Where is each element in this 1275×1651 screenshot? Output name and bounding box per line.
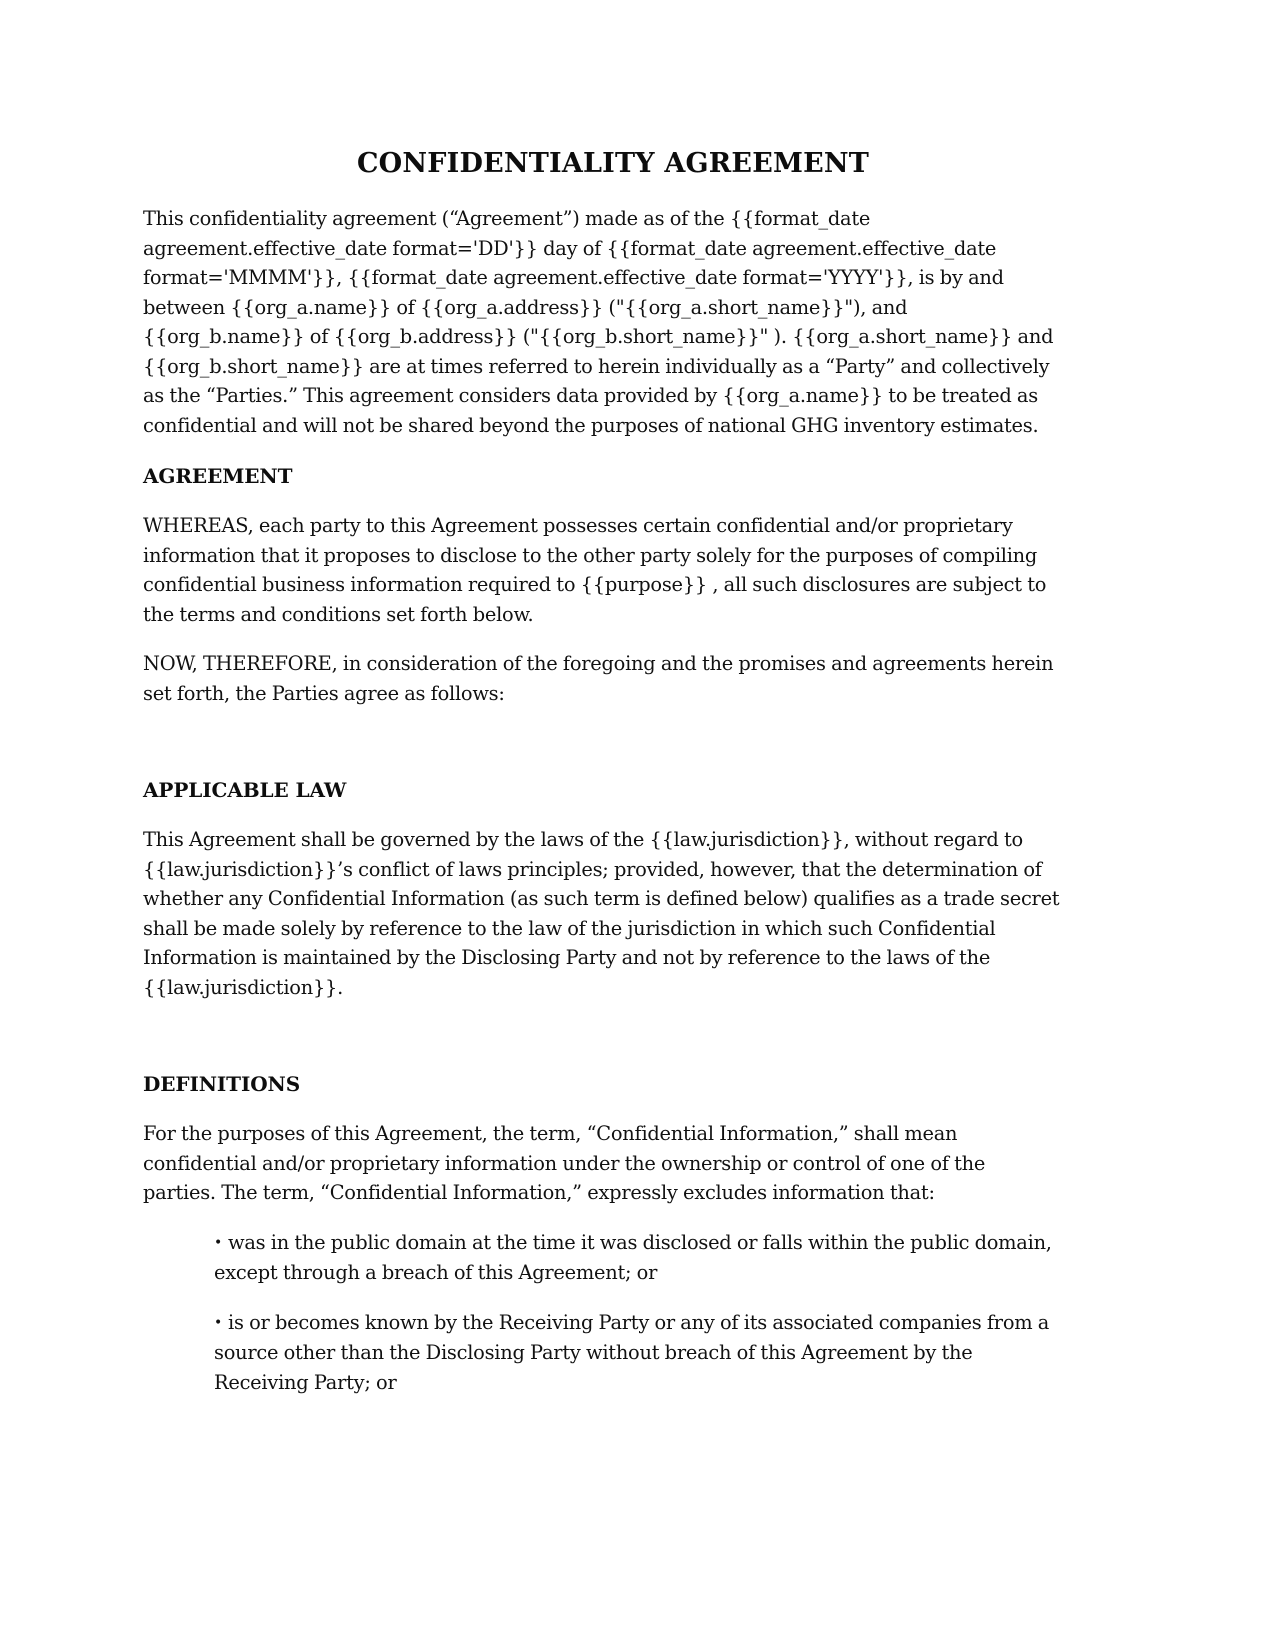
bullet-icon: •: [214, 1314, 223, 1331]
section-definitions: [143, 1070, 1063, 1397]
section-heading-applicable-law: APPLICABLE LAW: [143, 778, 347, 802]
section-heading-agreement: AGREEMENT: [143, 464, 293, 488]
document-body: [143, 148, 1063, 1417]
intro-paragraph: This confidentiality agreement (“Agreement”) made as of the {{format_date agreement.effective_date format='DD'}} day of {{format_date agreement.effective_date format='MMMM'}}, {{format_date agreement.effective_date format='YYYY'}}, is by and between {{org_a.name}} of {{org_a.address}} ("{{org_a.short_name}}"), and {{org_b.name}} of {{org_b.address}} ("{{org_b.short_name}}" ). {{org_a.short_name}} and {{org_b.short_name}} are at times referred to herein individually as a “Party” and collectively as the “Parties.” This agreement considers data provided by {{org_a.name}} to be treated as confidential and will not be shared beyond the purposes of national GHG inventory estimates.: [143, 207, 1054, 437]
bullet-icon: •: [214, 1234, 223, 1251]
document-title: CONFIDENTIALITY AGREEMENT: [356, 148, 870, 179]
list-item: [214, 1308, 1054, 1398]
section-agreement: [143, 462, 1063, 708]
section-applicable-law: [143, 776, 1063, 1002]
list-item: [214, 1228, 1054, 1288]
now-therefore-paragraph: NOW, THEREFORE, in consideration of the foregoing and the promises and agreements herein set forth, the Parties agree as follows:: [143, 652, 1054, 705]
list-item-text: was in the public domain at the time it was disclosed or falls within the public domain, except through a breach of this Agreement; or: [214, 1230, 1052, 1284]
list-item-text: is or becomes known by the Receiving Party or any of its associated companies from a source other than the Disclosing Party without breach of this Agreement by the Receiving Party; or: [214, 1310, 1050, 1394]
definitions-paragraph: For the purposes of this Agreement, the term, “Confidential Information,” shall mean confidential and/or proprietary information under the ownership or control of one of the parties. The term, “Confidential Information,” expressly excludes information that:: [143, 1122, 986, 1204]
section-heading-definitions: DEFINITIONS: [143, 1072, 301, 1096]
whereas-paragraph: WHEREAS, each party to this Agreement possesses certain confidential and/or proprietary information that it proposes to disclose to the other party solely for the purposes of compiling confidential business information required to {{purpose}} , all such disclosures are subject to the terms and conditions set forth below.: [143, 514, 1047, 626]
exclusions-list: [143, 1228, 1063, 1398]
applicable-law-paragraph: This Agreement shall be governed by the laws of the {{law.jurisdiction}}, without regard to {{law.jurisdiction}}’s conflict of laws principles; provided, however, that the determination of whether any Confidential Information (as such term is defined below) qualifies as a trade secret shall be made solely by reference to the law of the jurisdiction in which such Confidential Information is maintained by the Disclosing Party and not by reference to the laws of the {{law.jurisdiction}}.: [143, 828, 1060, 999]
